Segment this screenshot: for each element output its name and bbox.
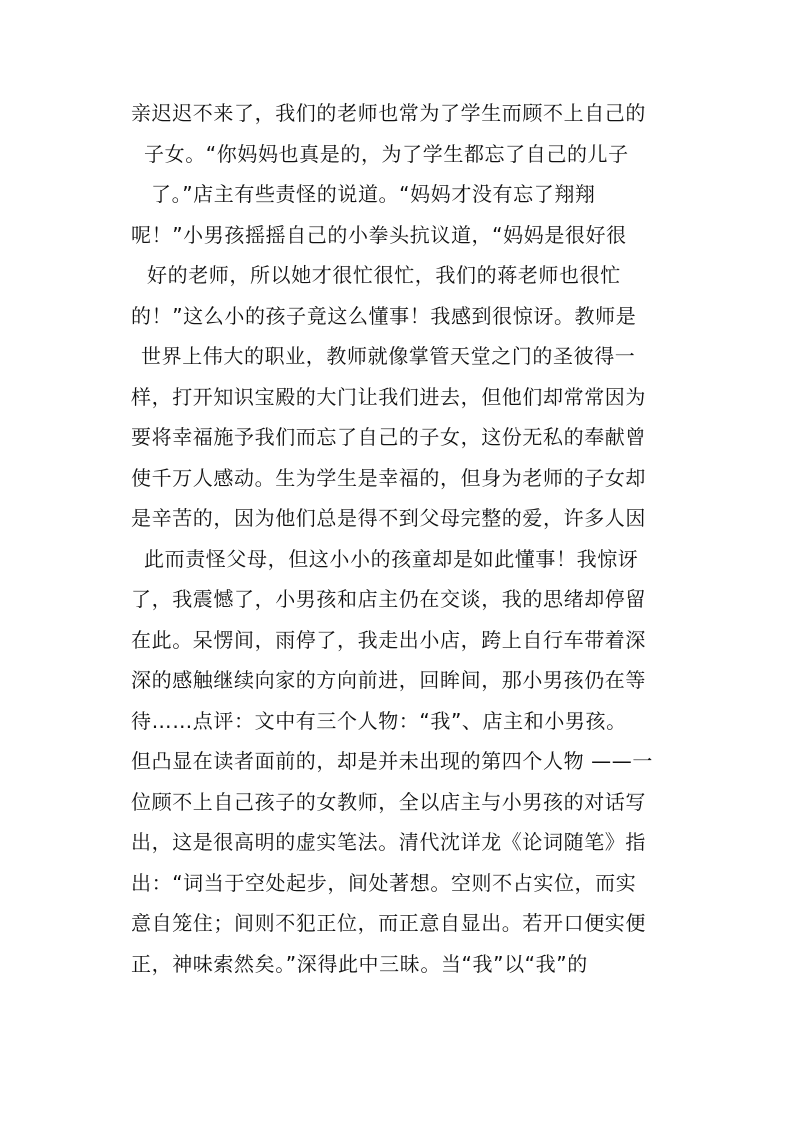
body-text-line: 要将幸福施予我们而忘了自己的子女，这份无私的奉献曾: [131, 425, 646, 449]
body-text-line: 出：“词当于空处起步，间处著想。空则不占实位，而实: [131, 871, 637, 895]
body-text-line: 此而责怪父母，但这小小的孩童却是如此懂事！我惊讶: [144, 547, 639, 571]
body-text-line: 的！”这么小的孩子竟这么懂事！我感到很惊讶。教师是: [131, 304, 637, 328]
body-text-line: 位顾不上自己孩子的女教师，全以店主与小男孩的对话写: [131, 790, 646, 814]
body-text-line: 深的感触继续向家的方向前进，回眸间，那小男孩仍在等: [131, 668, 646, 692]
body-text-line: 但凸显在读者面前的，却是并未出现的第四个人物 ——一: [131, 749, 653, 773]
body-text-line: 了，我震憾了，小男孩和店主仍在交谈，我的思绪却停留: [131, 587, 646, 611]
body-text-line: 亲迟迟不来了，我们的老师也常为了学生而顾不上自己的: [131, 101, 646, 125]
body-text-line: 呢！”小男孩摇摇自己的小拳头抗议道，“妈妈是很好很: [131, 223, 627, 247]
body-text-line: 世界上伟大的职业，教师就像掌管天堂之门的圣彼得一: [141, 344, 636, 368]
body-text-line: 样，打开知识宝殿的大门让我们进去，但他们却常常因为: [131, 385, 646, 409]
body-text-line: 正，神味索然矣。”深得此中三昧。当“我”以“我”的: [131, 952, 588, 976]
body-text-line: 好的老师，所以她才很忙很忙，我们的蒋老师也很忙: [147, 263, 621, 287]
body-text-line: 出，这是很高明的虚实笔法。清代沈详龙《论词随笔》指: [131, 830, 646, 854]
body-text-line: 是辛苦的，因为他们总是得不到父母完整的爱，许多人因: [131, 506, 646, 530]
body-text-line: 子女。“你妈妈也真是的，为了学生都忘了自己的儿子: [144, 142, 629, 166]
body-text-line: 待……点评：文中有三个人物：“我”、店主和小男孩。: [131, 709, 627, 733]
body-text-line: 意自笼住；间则不犯正位，而正意自显出。若开口便实便: [131, 911, 646, 935]
body-text-line: 在此。呆愣间，雨停了，我走出小店，跨上自行车带着深: [131, 628, 646, 652]
body-text-line: 使千万人感动。生为学生是幸福的，但身为老师的子女却: [131, 466, 646, 490]
body-text-line: 了。”店主有些责怪的说道。“妈妈才没有忘了翔翔: [151, 182, 596, 206]
